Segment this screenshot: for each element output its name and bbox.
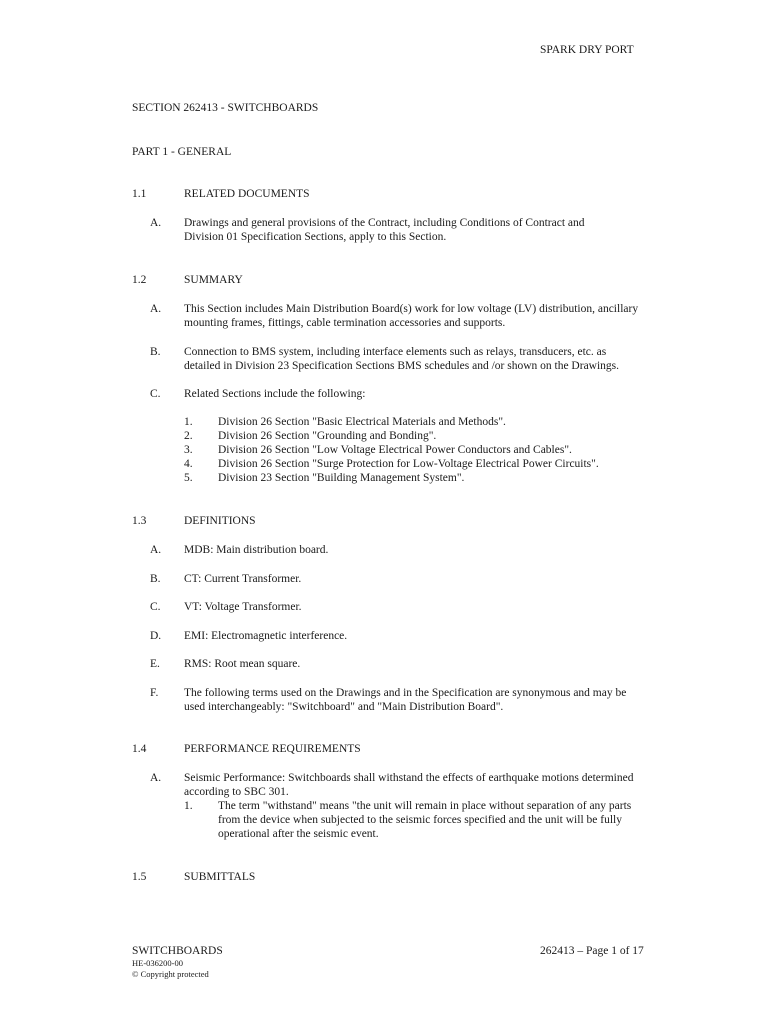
definition-text: CT: Current Transformer. [184,573,302,585]
list-number: 2. [184,430,193,442]
list-text: Division 26 Section "Basic Electrical Materials and Methods". [218,416,506,428]
paragraph-letter: D. [150,630,162,642]
subparagraph-number: 1. [184,800,193,812]
paragraph-line: according to SBC 301. [184,786,289,798]
article-title: PERFORMANCE REQUIREMENTS [184,743,361,755]
paragraph-text [184,345,651,373]
list-number: 5. [184,472,193,484]
list-number: 4. [184,458,193,470]
paragraph-text [184,216,651,244]
paragraph-letter: F. [150,687,159,699]
paragraph-letter: B. [150,346,161,358]
footer-page-number: 262413 – Page 1 of 17 [540,945,644,957]
paragraph-line: Connection to BMS system, including interface elements such as relays, transducers, etc. as [184,346,607,358]
paragraph-letter: E. [150,658,160,670]
paragraph-letter: A. [150,217,162,229]
paragraph-text: Related Sections include the following: [184,388,366,400]
paragraph-line: The following terms used on the Drawings and in the Specification are synonymous and may be [184,687,627,699]
paragraph-letter: C. [150,601,161,613]
paragraph-text [184,686,651,714]
definition-text: MDB: Main distribution board. [184,544,329,556]
paragraph-letter: A. [150,772,162,784]
article-number: 1.3 [132,515,147,527]
header-project: SPARK DRY PORT [540,44,634,56]
paragraph-line: This Section includes Main Distribution Board(s) work for low voltage (LV) distribution, ancillary [184,303,639,315]
subparagraph-text [218,799,651,841]
paragraph-line: from the device when subjected to the seismic forces specified and the unit will be fully [218,814,622,826]
paragraph-line: mounting frames, fittings, cable termination accessories and supports. [184,317,506,329]
article-title: RELATED DOCUMENTS [184,188,310,200]
paragraph-line: Division 01 Specification Sections, apply to this Section. [184,231,447,243]
list-text: Division 26 Section "Grounding and Bonding". [218,430,437,442]
footer-section-name: SWITCHBOARDS [132,945,223,957]
list-text: Division 23 Section "Building Management System". [218,472,465,484]
part-title: PART 1 - GENERAL [132,146,232,158]
footer-copyright: © Copyright protected [132,969,209,979]
paragraph-line: detailed in Division 23 Specification Sections BMS schedules and /or shown on the Drawings. [184,360,620,372]
list-text: Division 26 Section "Surge Protection for Low-Voltage Electrical Power Circuits". [218,458,599,470]
paragraph-letter: A. [150,303,162,315]
article-number: 1.5 [132,871,147,883]
paragraph-line: used interchangeably: "Switchboard" and "Main Distribution Board". [184,701,504,713]
list-number: 1. [184,416,193,428]
article-title: SUMMARY [184,274,243,286]
paragraph-letter: C. [150,388,161,400]
definition-text: VT: Voltage Transformer. [184,601,302,613]
definition-text: RMS: Root mean square. [184,658,301,670]
paragraph-line: operational after the seismic event. [218,828,379,840]
paragraph-letter: A. [150,544,162,556]
section-title: SECTION 262413 - SWITCHBOARDS [132,102,319,114]
article-number: 1.1 [132,188,147,200]
definition-text: EMI: Electromagnetic interference. [184,630,348,642]
article-number: 1.2 [132,274,147,286]
paragraph-line: The term "withstand" means "the unit will remain in place without separation of any parts [218,800,632,812]
paragraph-line: Drawings and general provisions of the Contract, including Conditions of Contract and [184,217,585,229]
article-number: 1.4 [132,743,147,755]
list-text: Division 26 Section "Low Voltage Electrical Power Conductors and Cables". [218,444,572,456]
footer-document-number: HE-036200-00 [132,958,183,968]
paragraph-text [184,302,651,330]
article-title: SUBMITTALS [184,871,256,883]
article-title: DEFINITIONS [184,515,256,527]
list-number: 3. [184,444,193,456]
paragraph-text [184,771,651,799]
paragraph-letter: B. [150,573,161,585]
paragraph-line: Seismic Performance: Switchboards shall withstand the effects of earthquake motions determined [184,772,634,784]
